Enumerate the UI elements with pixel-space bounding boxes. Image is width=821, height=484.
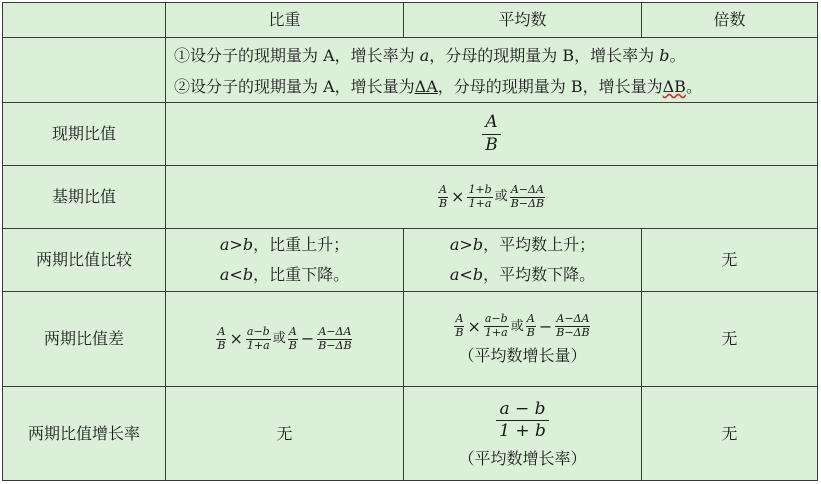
compare-ratio-line-2 <box>166 260 403 290</box>
row-current-ratio <box>3 103 818 166</box>
condition-text: ，比重下降。 <box>253 265 350 284</box>
fraction-denominator: 1+a <box>484 325 508 339</box>
row-two-period-difference <box>3 292 818 387</box>
condition-var: a>b <box>219 235 254 254</box>
compare-average-line-2 <box>404 260 641 290</box>
fraction-numerator: A−ΔA <box>318 324 352 338</box>
fraction-a-over-b <box>482 112 501 156</box>
note-line-2 <box>174 71 817 102</box>
notes-row <box>3 38 818 103</box>
fraction-numerator: 1+b <box>468 182 492 196</box>
fraction-delta-form <box>555 313 590 339</box>
note1-text-b: ，分母的现期量为 B，增长率为 <box>429 46 660 65</box>
row-label: 两期比值增长率 <box>3 387 166 481</box>
compare-multiple-cell: 无 <box>642 229 818 292</box>
note1-text-c: 。 <box>669 46 686 65</box>
fraction-denominator: 1+a <box>468 196 492 210</box>
fraction-numerator: A <box>439 182 447 196</box>
growth-average-cell <box>404 387 642 481</box>
compare-average-line-1 <box>404 230 641 260</box>
growth-ratio-cell: 无 <box>166 387 404 481</box>
compare-ratio-cell <box>166 229 404 292</box>
notes-corner-cell <box>3 38 166 103</box>
average-growth-rate-caption: （平均数增长率） <box>458 448 587 468</box>
row-base-ratio <box>3 166 818 229</box>
note2-text-a: ②设分子的现期量为 A，增长量为 <box>174 77 415 96</box>
times-sign: × <box>451 187 465 207</box>
growth-multiple-cell: 无 <box>642 387 818 481</box>
fraction-delta-form <box>510 184 545 210</box>
difference-ratio-cell <box>166 292 404 387</box>
fraction-delta-form <box>317 326 352 352</box>
times-sign: × <box>229 329 243 349</box>
row-two-period-compare <box>3 229 818 292</box>
row-label: 基期比值 <box>3 166 166 229</box>
fraction-denominator: B <box>288 338 297 352</box>
fraction-a-over-b <box>288 326 298 352</box>
times-sign: × <box>467 316 481 336</box>
compare-ratio-line-1 <box>166 230 403 260</box>
fraction-a-over-b <box>438 184 448 210</box>
minus-sign: − <box>300 329 315 349</box>
fraction-rate-diff <box>484 313 509 339</box>
fraction-denominator: B <box>217 338 226 352</box>
fraction-rate-diff <box>246 326 271 352</box>
note1-text-a: ①设分子的现期量为 A，增长率为 <box>174 46 420 65</box>
condition-text: ，平均数下降。 <box>483 265 596 284</box>
comparison-table <box>2 2 818 481</box>
fraction-numerator: a − b <box>496 399 548 422</box>
note2-delta-b: ΔB <box>662 77 686 96</box>
fraction-a-over-b <box>216 326 226 352</box>
fraction-a-over-b <box>526 313 536 339</box>
fraction-growth-rate <box>496 399 549 443</box>
row-label: 现期比值 <box>3 103 166 166</box>
header-corner-cell <box>3 3 166 38</box>
condition-var: a<b <box>449 265 484 284</box>
condition-var: a>b <box>449 235 484 254</box>
fraction-numerator: A <box>217 324 226 338</box>
fraction-numerator: A <box>526 312 535 326</box>
note-line-1 <box>174 40 817 71</box>
difference-average-formula <box>404 313 641 339</box>
fraction-numerator: A−ΔA <box>510 182 544 196</box>
fraction-numerator: A <box>455 312 464 326</box>
fraction-denominator: B−ΔB <box>510 196 545 210</box>
condition-text: ，平均数上升； <box>483 235 596 254</box>
or-text: 或 <box>272 331 286 347</box>
or-text: 或 <box>494 189 508 205</box>
fraction-denominator: B <box>485 134 498 155</box>
difference-multiple-cell: 无 <box>642 292 818 387</box>
row-two-period-growth-rate <box>3 387 818 481</box>
row-label: 两期比值比较 <box>3 229 166 292</box>
note1-var-a: a <box>419 46 430 65</box>
base-ratio-formula-cell <box>166 166 818 229</box>
note2-text-c: 。 <box>685 77 702 96</box>
header-ratio: 比重 <box>166 3 404 38</box>
notes-cell <box>166 38 818 103</box>
average-increase-caption: （平均数增长量） <box>458 345 587 365</box>
fraction-denominator: B <box>455 325 464 339</box>
header-row <box>3 3 818 38</box>
fraction-denominator: 1+a <box>246 338 270 352</box>
note2-text-b: ，分母的现期量为 B，增长量为 <box>437 77 663 96</box>
fraction-numerator: A <box>482 112 500 135</box>
base-ratio-formula <box>166 184 817 210</box>
note2-delta-a: ΔA <box>414 77 438 96</box>
row-label: 两期比值差 <box>3 292 166 387</box>
fraction-numerator: a−b <box>484 312 508 326</box>
header-multiple: 倍数 <box>642 3 818 38</box>
header-average: 平均数 <box>404 3 642 38</box>
fraction-growth-factor <box>467 184 492 210</box>
fraction-denominator: B <box>526 325 535 339</box>
fraction-denominator: B−ΔB <box>556 325 590 339</box>
fraction-denominator: B <box>438 196 448 210</box>
condition-text: ，比重上升； <box>253 235 350 254</box>
fraction-denominator: 1 + b <box>499 421 546 442</box>
fraction-a-over-b <box>454 313 464 339</box>
difference-average-cell <box>404 292 642 387</box>
fraction-denominator: B−ΔB <box>318 338 352 352</box>
condition-var: a<b <box>219 265 254 284</box>
difference-ratio-formula <box>166 326 403 352</box>
current-ratio-formula-cell <box>166 103 818 166</box>
fraction-numerator: A <box>288 324 297 338</box>
minus-sign: − <box>538 316 553 336</box>
note1-var-b: b <box>659 46 670 65</box>
fraction-numerator: A−ΔA <box>556 312 590 326</box>
fraction-numerator: a−b <box>246 324 270 338</box>
or-text: 或 <box>510 318 524 334</box>
compare-average-cell <box>404 229 642 292</box>
